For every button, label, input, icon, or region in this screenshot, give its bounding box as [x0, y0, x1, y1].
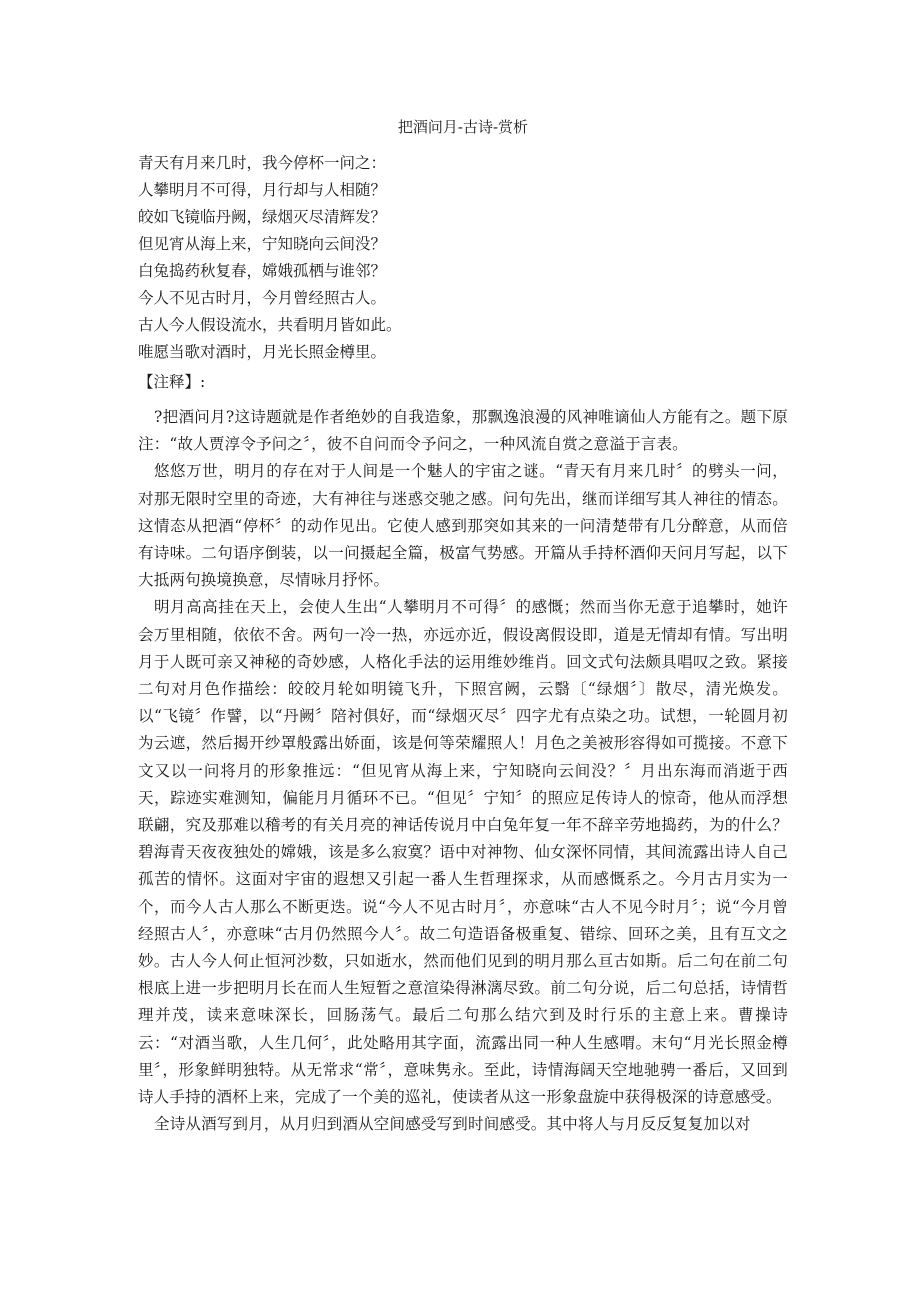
commentary-paragraph: ?把酒问月?这诗题就是作者绝妙的自我造象，那飘逸浪漫的风神唯谪仙人方能有之。题下原注：“故人贾淳令予问之〞，彼不自问而令予问之，一种风流自赏之意溢于言表。 — [138, 408, 788, 454]
commentary-paragraph: 全诗从酒写到月，从月归到酒从空间感受写到时间感受。其中将人与月反反复复加以对 — [154, 1115, 751, 1134]
commentary-paragraph: 悠悠万世，明月的存在对于人间是一个魅人的宇宙之谜。“青天有月来几时〞的劈头一问，对那无限时空里的奇迹，大有神往与迷惑交驰之感。问句先出，继而详细写其人神往的情态。这情态从把酒“停杯〞的动作见出。它使人感到那突如其来的一问清楚带有几分醉意，从而倍有诗味。二句语序倒装，以一问摄起全篇，极富气势感。开篇从手持杯酒仰天问月写起，以下大抵两句换境换意，尽情咏月抒怀。 — [138, 462, 788, 590]
poem-line: 人攀明月不可得，月行却与人相随？ — [138, 181, 387, 199]
page-title: 把酒问月-古诗-赏析 — [397, 118, 529, 136]
poem-line: 皎如飞镜临丹阙，绿烟灭尽清辉发？ — [138, 208, 387, 226]
notes-heading: 【注释】: — [138, 373, 206, 391]
commentary-paragraph: 明月高高挂在天上，会使人生出“人攀明月不可得〞的感慨；然而当你无意于追攀时，她许会万里相随，依依不舍。两句一冷一热，亦远亦近，假设离假设即，道是无情却有情。写出明月于人既可亲又神秘的奇妙感，人格化手法的运用维妙维肖。回文式句法颇具唱叹之致。紧接二句对月色作描绘：皎皎月轮如明镜飞升，下照宫阙，云翳〔“绿烟〞〕散尽，清光焕发。以“飞镜〞作譬，以“丹阙〞陪衬俱好，而“绿烟灭尽〞四字尤有点染之功。试想，一轮圆月初为云遮，然后揭开纱罩般露出娇面，该是何等荣耀照人！月色之美被形容得如可揽接。不意下文又以一问将月的形象推远：“但见宵从海上来，宁知晓向云间没？〞月出东海而消逝于西天，踪迹实难测知，偏能月月循环不已。“但见〞宁知〞的照应足传诗人的惊奇，他从而浮想联翩，究及那难以稽考的有关月亮的神话传说月中白兔年复一年不辞辛劳地捣药，为的什么？碧海青天夜夜独处的嫦娥，该是多么寂寞？语中对神物、仙女深怀同情，其间流露出诗人自己孤苦的情怀。这面对宇宙的遐想又引起一番人生哲理探求，从而感慨系之。今月古月实为一个，而今人古人那么不断更迭。说“今人不见古时月〞，亦意味“古人不见今时月〞；说“今月曾经照古人〞，亦意味“古月仍然照今人〞。故二句造语备极重复、错综、回环之美，且有互文之妙。古人今人何止恒河沙数，只如逝水，然而他们见到的明月那么亘古如斯。后二句在前二句根底上进一步把明月长在而人生短暂之意渲染得淋漓尽致。前二句分说，后二句总括，诗情哲理并茂，读来意味深长，回肠荡气。最后二句那么结穴到及时行乐的主意上来。曹操诗云：“对酒当歌，人生几何〞，此处略用其字面，流露出同一种人生感喟。末句“月光长照金樽里〞，形象鲜明独特。从无常求“常〞，意味隽永。至此，诗情海阔天空地驰骋一番后，又回到诗人手持的酒杯上来，完成了一个美的巡礼，使读者从这一形象盘旋中获得极深的诗意感受。 — [138, 598, 788, 1107]
poem-line: 青天有月来几时，我今停杯一问之： — [138, 154, 387, 172]
poem-line: 古人今人假设流水，共看明月皆如此。 — [138, 316, 402, 334]
poem-line: 今人不见古时月，今月曾经照古人。 — [138, 289, 387, 307]
poem-line: 但见宵从海上来，宁知晓向云间没？ — [138, 235, 387, 253]
poem-line: 唯愿当歌对酒时，月光长照金樽里。 — [138, 343, 387, 361]
commentary-body — [138, 404, 788, 1138]
poem-line: 白兔捣药秋复春，嫦娥孤栖与谁邻？ — [138, 262, 387, 280]
poem-block — [138, 150, 788, 366]
